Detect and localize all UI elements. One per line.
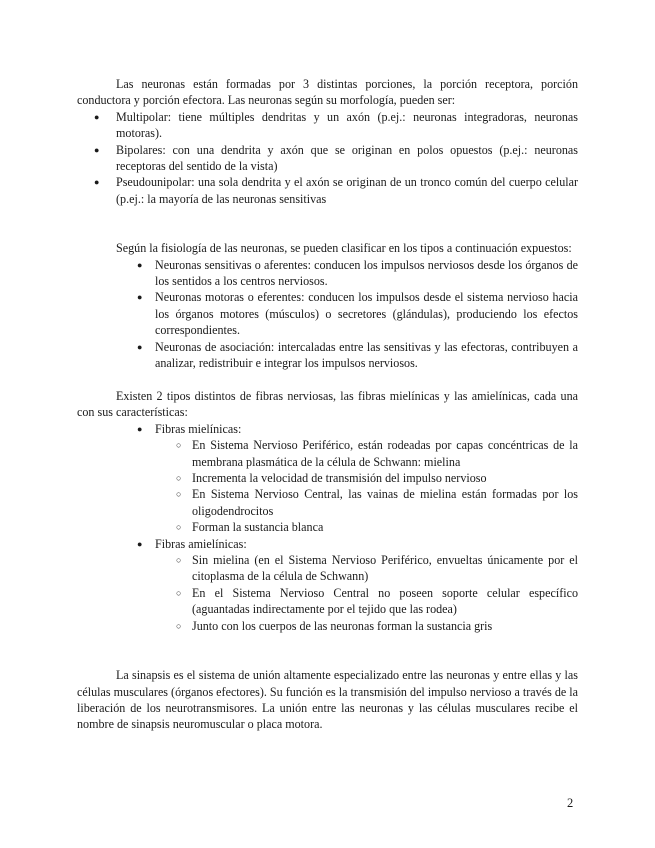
intro-paragraph: Las neuronas están formadas por 3 distintas porciones, la porción receptora, porción conductora y porción efectora. Las neuronas según su morfología, pueden ser: [77, 77, 578, 108]
physiology-paragraph: Según la fisiología de las neuronas, se pueden clasificar en los tipos a continuación expuestos: [116, 241, 572, 256]
physiology-list [136, 257, 578, 372]
sub-list-item: ○ En el Sistema Nervioso Central no poseen soporte celular específico (aguantadas indirectamente por el tejido que las rodea) [155, 585, 578, 618]
sub-list-item: ○ Junto con los cuerpos de las neuronas forman la sustancia gris [155, 618, 578, 634]
morphology-list [77, 109, 578, 207]
sub-list-item: ○ En Sistema Nervioso Periférico, están rodeadas por capas concéntricas de la membrana plasmática de la célula de Schwann: mielina [155, 437, 578, 470]
sub-list-item: ○ Forman la sustancia blanca [155, 519, 578, 535]
page-number: 2 [567, 796, 574, 810]
fiber-type-title: Fibras mielínicas: [155, 421, 242, 436]
list-item [136, 536, 578, 634]
list-item: ● Neuronas motoras o eferentes: conducen los impulsos desde el sistema nervioso hacia los órganos motores (músculos) o secretores (glándulas), produciendo los efectos correspondientes. [136, 289, 578, 338]
myelinated-list [155, 437, 578, 535]
list-item: ● Multipolar: tiene múltiples dendritas y un axón (p.ej.: neuronas integradoras, neuronas motoras). [77, 109, 578, 142]
sub-list-item: ○ En Sistema Nervioso Central, las vainas de mielina están formadas por los oligodendrocitos [155, 486, 578, 519]
document-body [77, 76, 578, 733]
fiber-type-title: Fibras amielínicas: [155, 536, 247, 551]
unmyelinated-list [155, 552, 578, 634]
list-item: ● Neuronas de asociación: intercaladas entre las sensitivas y las efectoras, contribuyen a analizar, redistribuir e integrar los impulsos nerviosos. [136, 339, 578, 372]
list-item: ● Neuronas sensitivas o aferentes: conducen los impulsos nerviosos desde los órganos de los sentidos a los centros nerviosos. [136, 257, 578, 290]
synapse-paragraph: La sinapsis es el sistema de unión altamente especializado entre las neuronas y entre ellas y las células musculares (órganos efectores). Su función es la transmisión del impulso nervioso a través de la liberación de los neurotransmisores. La unión entre las neuronas y las células musculares recibe el nombre de sinapsis neuromuscular o placa motora. [77, 668, 578, 732]
fibers-list [136, 421, 578, 634]
list-item: ● Pseudounipolar: una sola dendrita y el axón se originan de un tronco común del cuerpo celular (p.ej.: la mayoría de las neuronas sensitivas [77, 174, 578, 207]
sub-list-item: ○ Sin mielina (en el Sistema Nervioso Periférico, envueltas únicamente por el citoplasma de la célula de Schwann) [155, 552, 578, 585]
fibers-paragraph: Existen 2 tipos distintos de fibras nerviosas, las fibras mielínicas y las amielínicas, cada una con sus características: [77, 389, 578, 420]
list-item [136, 421, 578, 536]
list-item: ● Bipolares: con una dendrita y axón que se originan en polos opuestos (p.ej.: neuronas receptoras del sentido de la vista) [77, 142, 578, 175]
sub-list-item: ○ Incrementa la velocidad de transmisión del impulso nervioso [155, 470, 578, 486]
